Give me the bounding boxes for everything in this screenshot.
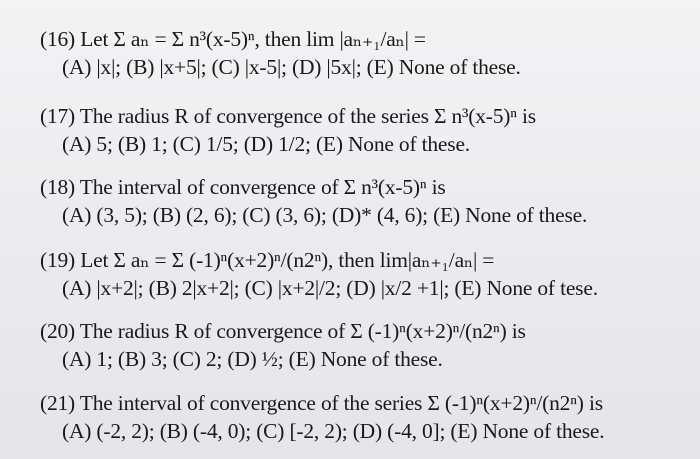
answer-choices: (A) 5; (B) 1; (C) 1/5; (D) 1/2; (E) None of these. [62,132,470,156]
answer-choices: (A) (-2, 2); (B) (-4, 0); (C) [-2, 2); (D) (-4, 0]; (E) None of these. [62,419,605,443]
answer-choices: (A) |x|; (B) |x+5|; (C) |x-5|; (D) |5x|; (E) None of these. [62,55,521,79]
question-text: (19) Let Σ aₙ = Σ (-1)ⁿ(x+2)ⁿ/(n2ⁿ), then lim|aₙ₊₁/aₙ| = [40,248,495,272]
answer-choices: (A) |x+2|; (B) 2|x+2|; (C) |x+2|/2; (D) |x/2 +1|; (E) None of tese. [62,276,598,300]
question-text: (18) The interval of convergence of Σ n³(x-5)ⁿ is [40,175,446,199]
question-text: (16) Let Σ aₙ = Σ n³(x-5)ⁿ, then lim |aₙ₊₁/aₙ| = [40,27,426,51]
question-text: (21) The interval of convergence of the series Σ (-1)ⁿ(x+2)ⁿ/(n2ⁿ) is [40,391,603,415]
answer-choices: (A) (3, 5); (B) (2, 6); (C) (3, 6); (D)* (4, 6); (E) None of these. [62,203,588,227]
answer-choices: (A) 1; (B) 3; (C) 2; (D) ½; (E) None of these. [62,347,443,371]
question-text: (17) The radius R of convergence of the series Σ n³(x-5)ⁿ is [40,104,536,128]
question-text: (20) The radius R of convergence of Σ (-1)ⁿ(x+2)ⁿ/(n2ⁿ) is [40,319,526,343]
